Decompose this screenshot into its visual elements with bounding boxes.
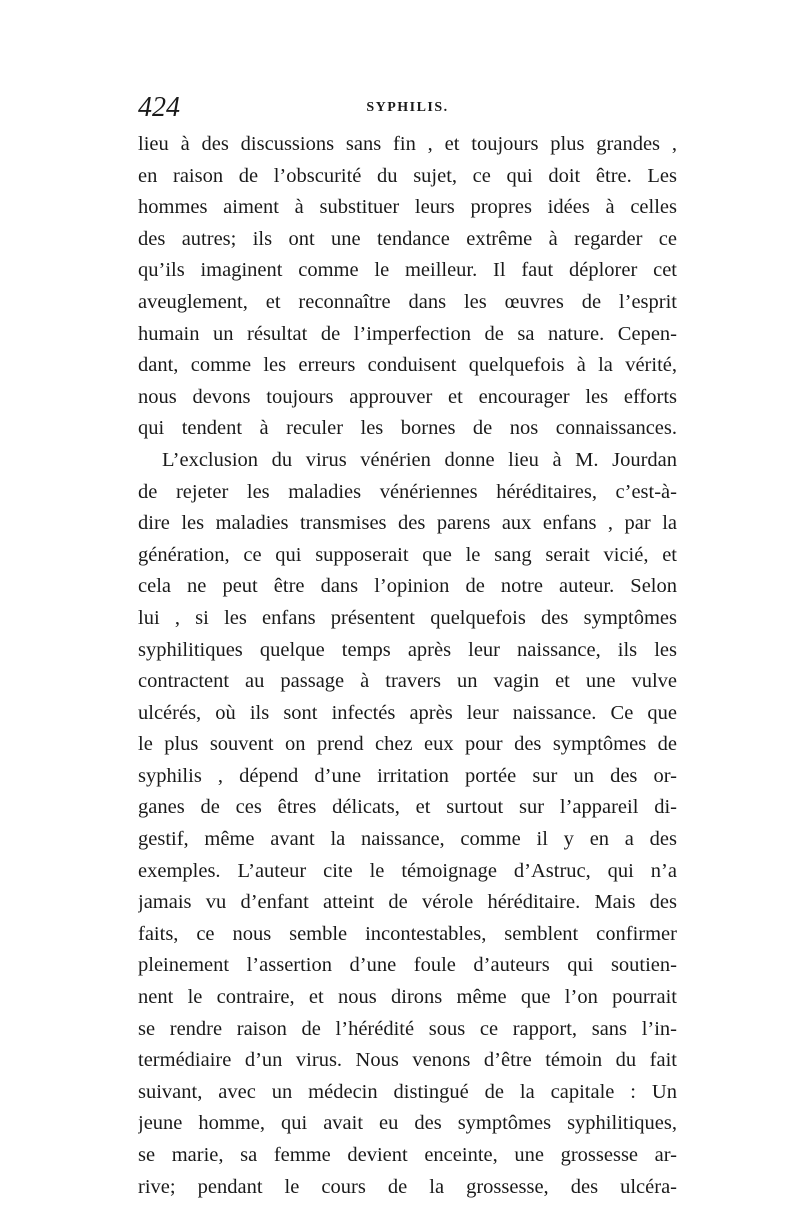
text-line: dant, comme les erreurs conduisent quelquefois à la vérité, — [138, 354, 677, 377]
text-line: hommes aiment à substituer leurs propres idées à celles — [138, 196, 677, 219]
text-line: rive; pendant le cours de la grossesse, des ulcéra- — [138, 1175, 677, 1198]
text-line: contractent au passage à travers un vagin et une vulve — [138, 670, 677, 693]
body-text — [138, 129, 677, 1203]
text-line: dire les maladies transmises des parens aux enfans , par la — [138, 512, 677, 535]
text-line: ganes de ces êtres délicats, et surtout sur l’appareil di- — [138, 796, 677, 819]
text-line: jeune homme, qui avait eu des symptômes syphilitiques, — [138, 1112, 677, 1135]
text-line: termédiaire d’un virus. Nous venons d’être témoin du fait — [138, 1049, 677, 1072]
text-line: des autres; ils ont une tendance extrême à regarder ce — [138, 227, 677, 250]
text-line: syphilis , dépend d’une irritation portée sur un des or- — [138, 764, 677, 787]
text-line: jamais vu d’enfant atteint de vérole héréditaire. Mais des — [138, 891, 677, 914]
page-number: 424 — [138, 92, 180, 123]
text-line: génération, ce qui supposerait que le sang serait vicié, et — [138, 543, 677, 566]
page-header — [138, 90, 677, 126]
text-line: se rendre raison de l’hérédité sous ce rapport, sans l’in- — [138, 1017, 677, 1040]
text-line: se marie, sa femme devient enceinte, une grossesse ar- — [138, 1144, 677, 1166]
text-line: aveuglement, et reconnaître dans les œuvres de l’esprit — [138, 290, 677, 313]
text-line: en raison de l’obscurité du sujet, ce qui doit être. Les — [138, 164, 677, 187]
text-line: nous devons toujours approuver et encourager les efforts — [138, 385, 677, 408]
text-line: qui tendent à reculer les bornes de nos connaissances. — [138, 417, 677, 440]
text-line: de rejeter les maladies vénériennes héréditaires, c’est-à- — [138, 480, 677, 503]
text-line: suivant, avec un médecin distingué de la capitale : Un — [138, 1080, 677, 1103]
text-line: le plus souvent on prend chez eux pour des symptômes de — [138, 733, 677, 756]
text-line: gestif, même avant la naissance, comme il y en a des — [138, 828, 677, 851]
text-line: faits, ce nous semble incontestables, semblent confirmer — [138, 922, 677, 945]
text-line: ulcérés, où ils sont infectés après leur naissance. Ce que — [138, 701, 677, 724]
text-line: exemples. L’auteur cite le témoignage d’Astruc, qui n’a — [138, 859, 677, 882]
text-line: syphilitiques quelque temps après leur naissance, ils les — [138, 638, 677, 661]
text-line: qu’ils imaginent comme le meilleur. Il faut déplorer cet — [138, 259, 677, 282]
text-line: humain un résultat de l’imperfection de sa nature. Cepen- — [138, 322, 677, 345]
text-line: lui , si les enfans présentent quelquefois des symptômes — [138, 606, 677, 629]
running-head: SYPHILIS. — [366, 100, 449, 115]
text-line: lieu à des discussions sans fin , et toujours plus grandes , — [138, 133, 677, 155]
paragraph-start-line: L’exclusion du virus vénérien donne lieu à M. Jourdan — [162, 448, 677, 471]
text-line: nent le contraire, et nous dirons même que l’on pourrait — [138, 986, 677, 1009]
text-line: cela ne peut être dans l’opinion de notre auteur. Selon — [138, 575, 677, 598]
text-line: pleinement l’assertion d’une foule d’auteurs qui soutien- — [138, 954, 677, 977]
